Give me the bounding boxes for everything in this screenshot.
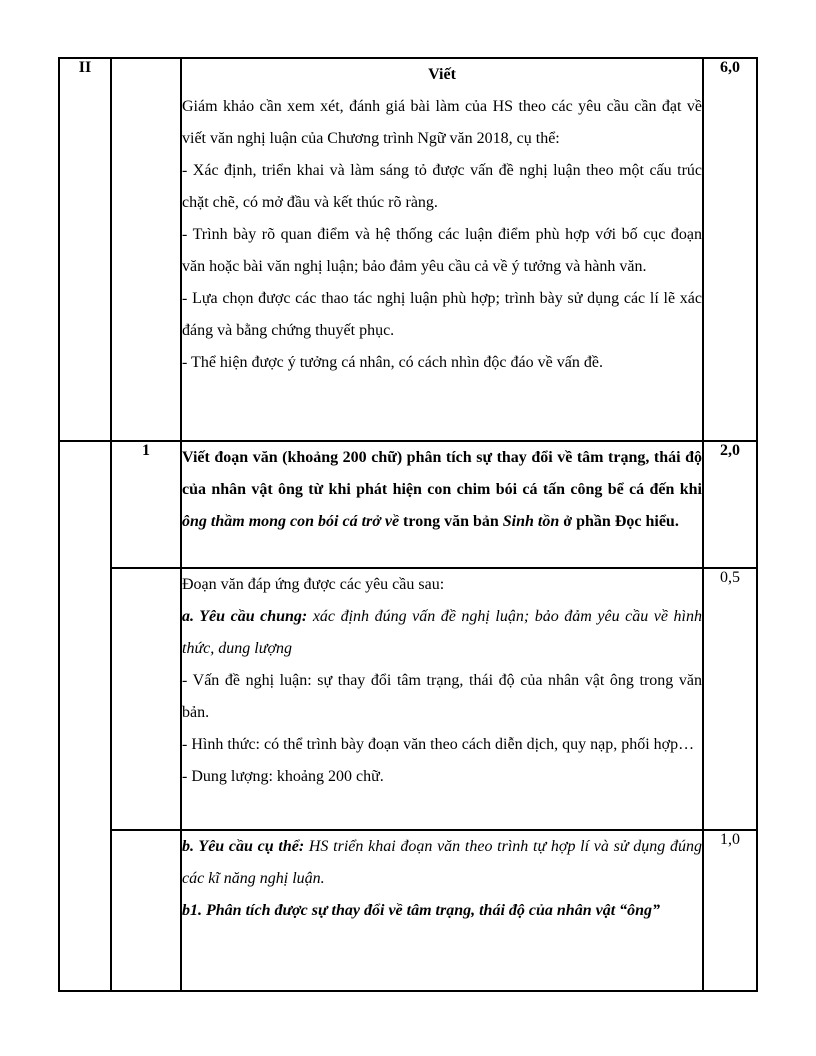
criteria-cell [181,441,703,568]
criteria-paragraph [182,219,702,283]
criteria-paragraph [182,831,702,895]
criteria-paragraph [182,442,702,538]
criteria-paragraph [182,895,702,927]
question-number-cell [111,58,181,441]
criteria-cell [181,830,703,991]
criteria-paragraph [182,283,702,347]
text-run: ông thầm mong con bói cá trở về [182,513,400,530]
text-run: - Hình thức: có thể trình bày đoạn văn theo cách diễn dịch, quy nạp, phối hợp… [182,736,695,753]
text-run: Giám khảo cần xem xét, đánh giá bài làm của HS theo các yêu cầu cần đạt về viết văn nghị luận của Chương trình Ngữ văn 2018, cụ thể: [182,98,702,147]
criteria-paragraph [182,665,702,729]
text-run: - Xác định, triển khai và làm sáng tỏ được vấn đề nghị luận theo một cấu trúc chặt chẽ, có mở đầu và kết thúc rõ ràng. [182,162,702,211]
table-row [59,568,757,830]
scoring-rubric-table [58,57,758,992]
criteria-paragraph [182,601,702,665]
criteria-paragraph [182,761,702,793]
score-cell: 6,0 [703,58,757,441]
criteria-paragraph [182,155,702,219]
text-run: Sinh tồn [502,513,560,530]
text-run: HS triển khai đoạn văn theo trình tự hợp lí và sử dụng đúng các kĩ năng nghị luận. [182,838,702,887]
text-run: b1. Phân tích được sự thay đổi về tâm trạng, thái độ của nhân vật “ông” [182,902,661,919]
text-run: Viết đoạn văn (khoảng 200 chữ) phân tích sự thay đổi về tâm trạng, thái độ của nhân vật ông từ khi phát hiện con chim bói cá tấn công bể cá đến khi [182,449,702,498]
criteria-cell [181,58,703,441]
score-cell: 2,0 [703,441,757,568]
text-run: a. Yêu cầu chung: [182,608,308,625]
text-run: - Trình bày rõ quan điểm và hệ thống các luận điểm phù hợp với bố cục đoạn văn hoặc bài văn nghị luận; bảo đảm yêu cầu cả về ý tưởng và hành văn. [182,226,702,275]
table-row [59,830,757,991]
table-row [59,441,757,568]
criteria-cell [181,568,703,830]
text-run: - Dung lượng: khoảng 200 chữ. [182,768,384,785]
text-run: trong văn bản [399,513,503,530]
criteria-paragraph [182,91,702,155]
text-run: Viết [428,66,456,83]
score-cell: 1,0 [703,830,757,991]
section-number-cell [59,441,111,991]
text-run: Đoạn văn đáp ứng được các yêu cầu sau: [182,576,445,593]
text-run: - Lựa chọn được các thao tác nghị luận phù hợp; trình bày sử dụng các lí lẽ xác đáng và bằng chứng thuyết phục. [182,290,702,339]
criteria-paragraph [182,59,702,91]
table-row [59,58,757,441]
question-number-cell: 1 [111,441,181,568]
criteria-paragraph [182,569,702,601]
text-run: - Thể hiện được ý tưởng cá nhân, có cách nhìn độc đáo về vấn đề. [182,354,603,371]
text-run: xác định đúng vấn đề nghị luận; bảo đảm yêu cầu về hình thức, dung lượng [182,608,703,657]
score-cell: 0,5 [703,568,757,830]
question-number-cell [111,830,181,991]
question-number-cell [111,568,181,830]
text-run: b. Yêu cầu cụ thể: [182,838,305,855]
criteria-paragraph [182,347,702,379]
section-number-cell: II [59,58,111,441]
criteria-paragraph [182,729,702,761]
text-run: - Vấn đề nghị luận: sự thay đổi tâm trạng, thái độ của nhân vật ông trong văn bản. [182,672,702,721]
text-run: ở phần Đọc hiểu. [559,513,679,530]
